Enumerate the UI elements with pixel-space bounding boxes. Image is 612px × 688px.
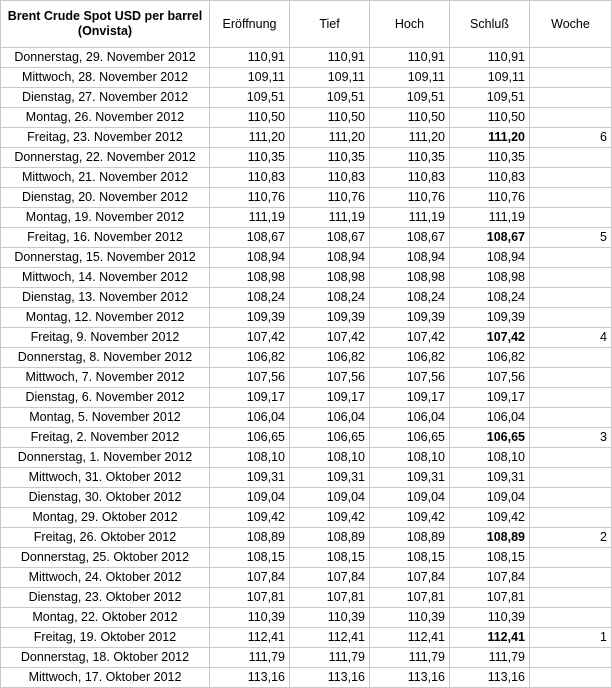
date-cell: Donnerstag, 15. November 2012 [1,248,210,268]
low-cell: 110,35 [290,148,370,168]
close-cell: 110,50 [450,108,530,128]
high-cell: 108,98 [370,268,450,288]
close-cell: 107,42 [450,328,530,348]
table-title: Brent Crude Spot USD per barrel (Onvista) [1,1,210,48]
date-cell: Dienstag, 20. November 2012 [1,188,210,208]
close-cell: 111,19 [450,208,530,228]
high-cell: 109,31 [370,468,450,488]
high-cell: 108,15 [370,548,450,568]
table-row [1,608,612,628]
date-cell: Montag, 22. Oktober 2012 [1,608,210,628]
date-cell: Mittwoch, 17. Oktober 2012 [1,668,210,688]
low-cell: 111,20 [290,128,370,148]
close-cell: 109,04 [450,488,530,508]
week-cell [530,348,612,368]
date-cell: Donnerstag, 25. Oktober 2012 [1,548,210,568]
high-cell: 108,10 [370,448,450,468]
close-cell: 109,11 [450,68,530,88]
table-row [1,168,612,188]
close-cell: 108,24 [450,288,530,308]
table-row [1,68,612,88]
table-row [1,428,612,448]
table-row [1,448,612,468]
open-cell: 108,94 [210,248,290,268]
close-cell: 110,83 [450,168,530,188]
close-cell: 109,31 [450,468,530,488]
week-cell [530,208,612,228]
column-header-open: Eröffnung [210,1,290,48]
open-cell: 111,19 [210,208,290,228]
close-cell: 111,20 [450,128,530,148]
date-cell: Dienstag, 13. November 2012 [1,288,210,308]
table-row [1,228,612,248]
low-cell: 108,24 [290,288,370,308]
low-cell: 108,89 [290,528,370,548]
week-cell [530,648,612,668]
week-cell [530,188,612,208]
open-cell: 112,41 [210,628,290,648]
date-cell: Montag, 26. November 2012 [1,108,210,128]
close-cell: 107,84 [450,568,530,588]
open-cell: 108,89 [210,528,290,548]
date-cell: Donnerstag, 8. November 2012 [1,348,210,368]
open-cell: 107,81 [210,588,290,608]
high-cell: 106,04 [370,408,450,428]
open-cell: 109,39 [210,308,290,328]
week-cell: 1 [530,628,612,648]
high-cell: 111,79 [370,648,450,668]
date-cell: Montag, 12. November 2012 [1,308,210,328]
close-cell: 106,82 [450,348,530,368]
close-cell: 106,04 [450,408,530,428]
week-cell: 5 [530,228,612,248]
close-cell: 107,56 [450,368,530,388]
open-cell: 110,39 [210,608,290,628]
close-cell: 110,91 [450,48,530,68]
low-cell: 107,84 [290,568,370,588]
date-cell: Dienstag, 6. November 2012 [1,388,210,408]
table-row [1,88,612,108]
week-cell [530,88,612,108]
low-cell: 110,76 [290,188,370,208]
low-cell: 108,98 [290,268,370,288]
table-row [1,108,612,128]
low-cell: 107,81 [290,588,370,608]
week-cell [530,488,612,508]
open-cell: 108,67 [210,228,290,248]
date-cell: Donnerstag, 29. November 2012 [1,48,210,68]
high-cell: 112,41 [370,628,450,648]
close-cell: 113,16 [450,668,530,688]
low-cell: 108,10 [290,448,370,468]
high-cell: 109,51 [370,88,450,108]
close-cell: 108,98 [450,268,530,288]
low-cell: 111,19 [290,208,370,228]
table-row [1,668,612,688]
high-cell: 110,35 [370,148,450,168]
high-cell: 108,67 [370,228,450,248]
table-row [1,388,612,408]
close-cell: 106,65 [450,428,530,448]
close-cell: 108,94 [450,248,530,268]
table-row [1,308,612,328]
date-cell: Montag, 19. November 2012 [1,208,210,228]
date-cell: Freitag, 23. November 2012 [1,128,210,148]
low-cell: 108,15 [290,548,370,568]
close-cell: 110,76 [450,188,530,208]
week-cell [530,408,612,428]
table-header [1,1,612,48]
high-cell: 106,65 [370,428,450,448]
week-cell [530,308,612,328]
open-cell: 106,82 [210,348,290,368]
low-cell: 109,04 [290,488,370,508]
date-cell: Donnerstag, 1. November 2012 [1,448,210,468]
week-cell: 4 [530,328,612,348]
date-cell: Freitag, 2. November 2012 [1,428,210,448]
open-cell: 109,04 [210,488,290,508]
low-cell: 106,65 [290,428,370,448]
high-cell: 111,19 [370,208,450,228]
high-cell: 109,39 [370,308,450,328]
high-cell: 110,91 [370,48,450,68]
header-row [1,1,612,48]
high-cell: 109,17 [370,388,450,408]
table-row [1,468,612,488]
high-cell: 110,83 [370,168,450,188]
week-cell [530,248,612,268]
open-cell: 110,76 [210,188,290,208]
date-cell: Donnerstag, 18. Oktober 2012 [1,648,210,668]
table-row [1,248,612,268]
week-cell [530,608,612,628]
table-row [1,188,612,208]
high-cell: 107,81 [370,588,450,608]
week-cell [530,48,612,68]
table-row [1,328,612,348]
table-row [1,288,612,308]
open-cell: 109,11 [210,68,290,88]
week-cell [530,388,612,408]
high-cell: 107,84 [370,568,450,588]
open-cell: 106,65 [210,428,290,448]
low-cell: 107,42 [290,328,370,348]
high-cell: 106,82 [370,348,450,368]
low-cell: 109,51 [290,88,370,108]
high-cell: 111,20 [370,128,450,148]
high-cell: 108,24 [370,288,450,308]
high-cell: 113,16 [370,668,450,688]
high-cell: 109,11 [370,68,450,88]
week-cell [530,548,612,568]
low-cell: 106,82 [290,348,370,368]
open-cell: 107,42 [210,328,290,348]
table-row [1,648,612,668]
high-cell: 110,39 [370,608,450,628]
week-cell [530,268,612,288]
date-cell: Freitag, 19. Oktober 2012 [1,628,210,648]
close-cell: 108,67 [450,228,530,248]
close-cell: 109,42 [450,508,530,528]
open-cell: 110,35 [210,148,290,168]
low-cell: 108,94 [290,248,370,268]
table-row [1,268,612,288]
week-cell [530,108,612,128]
date-cell: Freitag, 26. Oktober 2012 [1,528,210,548]
high-cell: 110,76 [370,188,450,208]
high-cell: 108,89 [370,528,450,548]
low-cell: 108,67 [290,228,370,248]
low-cell: 109,17 [290,388,370,408]
high-cell: 109,04 [370,488,450,508]
date-cell: Mittwoch, 14. November 2012 [1,268,210,288]
column-header-close: Schluß [450,1,530,48]
table-row [1,588,612,608]
column-header-high: Hoch [370,1,450,48]
open-cell: 108,98 [210,268,290,288]
date-cell: Freitag, 16. November 2012 [1,228,210,248]
low-cell: 107,56 [290,368,370,388]
close-cell: 108,10 [450,448,530,468]
close-cell: 110,39 [450,608,530,628]
low-cell: 109,11 [290,68,370,88]
week-cell: 6 [530,128,612,148]
date-cell: Mittwoch, 21. November 2012 [1,168,210,188]
week-cell: 2 [530,528,612,548]
open-cell: 108,24 [210,288,290,308]
open-cell: 108,10 [210,448,290,468]
low-cell: 110,91 [290,48,370,68]
close-cell: 112,41 [450,628,530,648]
week-cell [530,368,612,388]
date-cell: Mittwoch, 31. Oktober 2012 [1,468,210,488]
table-row [1,488,612,508]
open-cell: 110,83 [210,168,290,188]
open-cell: 110,91 [210,48,290,68]
open-cell: 109,42 [210,508,290,528]
table-row [1,548,612,568]
date-cell: Montag, 5. November 2012 [1,408,210,428]
date-cell: Dienstag, 27. November 2012 [1,88,210,108]
table-body [1,48,612,688]
week-cell [530,168,612,188]
low-cell: 106,04 [290,408,370,428]
table-row [1,528,612,548]
table-row [1,368,612,388]
high-cell: 107,42 [370,328,450,348]
table-row [1,348,612,368]
date-cell: Dienstag, 23. Oktober 2012 [1,588,210,608]
week-cell [530,68,612,88]
close-cell: 110,35 [450,148,530,168]
table-row [1,408,612,428]
low-cell: 111,79 [290,648,370,668]
table-row [1,568,612,588]
close-cell: 108,89 [450,528,530,548]
table-row [1,208,612,228]
open-cell: 109,31 [210,468,290,488]
week-cell: 3 [530,428,612,448]
date-cell: Donnerstag, 22. November 2012 [1,148,210,168]
week-cell [530,148,612,168]
high-cell: 108,94 [370,248,450,268]
low-cell: 110,50 [290,108,370,128]
table-row [1,628,612,648]
open-cell: 106,04 [210,408,290,428]
low-cell: 113,16 [290,668,370,688]
table-row [1,148,612,168]
column-header-low: Tief [290,1,370,48]
high-cell: 109,42 [370,508,450,528]
open-cell: 109,17 [210,388,290,408]
open-cell: 111,79 [210,648,290,668]
open-cell: 111,20 [210,128,290,148]
open-cell: 107,56 [210,368,290,388]
close-cell: 109,39 [450,308,530,328]
column-header-week: Woche [530,1,612,48]
high-cell: 107,56 [370,368,450,388]
low-cell: 109,39 [290,308,370,328]
low-cell: 110,83 [290,168,370,188]
date-cell: Dienstag, 30. Oktober 2012 [1,488,210,508]
low-cell: 109,31 [290,468,370,488]
week-cell [530,668,612,688]
open-cell: 113,16 [210,668,290,688]
close-cell: 107,81 [450,588,530,608]
table-row [1,508,612,528]
low-cell: 110,39 [290,608,370,628]
week-cell [530,588,612,608]
open-cell: 107,84 [210,568,290,588]
date-cell: Montag, 29. Oktober 2012 [1,508,210,528]
date-cell: Freitag, 9. November 2012 [1,328,210,348]
week-cell [530,448,612,468]
date-cell: Mittwoch, 28. November 2012 [1,68,210,88]
low-cell: 109,42 [290,508,370,528]
close-cell: 109,17 [450,388,530,408]
open-cell: 110,50 [210,108,290,128]
low-cell: 112,41 [290,628,370,648]
high-cell: 110,50 [370,108,450,128]
week-cell [530,468,612,488]
date-cell: Mittwoch, 7. November 2012 [1,368,210,388]
open-cell: 108,15 [210,548,290,568]
open-cell: 109,51 [210,88,290,108]
week-cell [530,568,612,588]
week-cell [530,288,612,308]
week-cell [530,508,612,528]
close-cell: 111,79 [450,648,530,668]
table-row [1,48,612,68]
table-row [1,128,612,148]
close-cell: 108,15 [450,548,530,568]
close-cell: 109,51 [450,88,530,108]
date-cell: Mittwoch, 24. Oktober 2012 [1,568,210,588]
